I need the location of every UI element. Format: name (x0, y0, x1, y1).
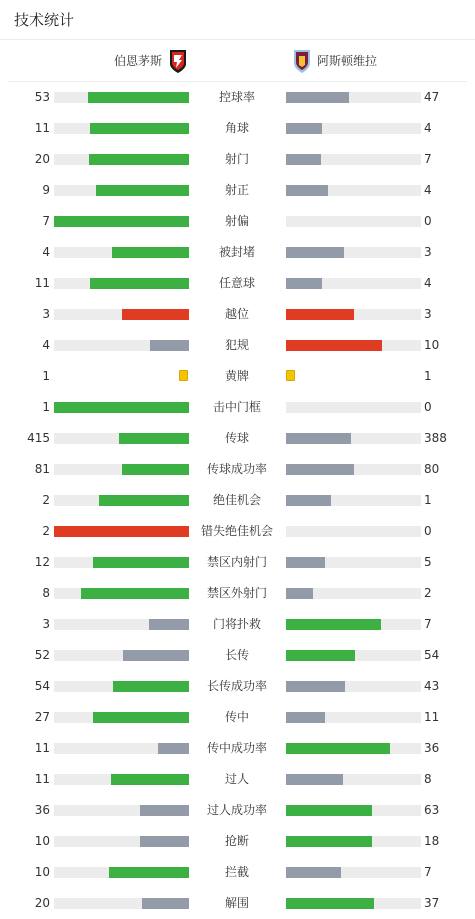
away-value: 3 (424, 307, 432, 321)
stat-row (0, 82, 475, 113)
away-bar-track (286, 278, 421, 289)
away-team[interactable] (292, 40, 377, 81)
stat-label: 传球成功率 (206, 462, 267, 476)
home-bar-track (54, 867, 189, 878)
away-bar-fill (286, 278, 322, 289)
stat-label: 绝佳机会 (212, 493, 261, 507)
away-bar-fill (286, 836, 372, 847)
home-bar-fill (111, 774, 189, 785)
stat-label: 传中成功率 (206, 741, 267, 755)
stat-row (0, 702, 475, 733)
home-value: 415 (27, 431, 50, 445)
home-value: 36 (34, 803, 50, 817)
stat-row (0, 206, 475, 237)
stat-row (0, 175, 475, 206)
away-team-name: 阿斯顿维拉 (317, 54, 378, 68)
home-value: 11 (34, 772, 50, 786)
stat-row (0, 144, 475, 175)
stat-label: 黄牌 (224, 369, 249, 383)
stat-row (0, 671, 475, 702)
away-bar-track (286, 681, 421, 692)
away-bar-fill (286, 650, 355, 661)
stat-label: 角球 (224, 121, 249, 135)
away-bar-track (286, 619, 421, 630)
stat-label: 过人 (224, 772, 249, 786)
home-bar-track (54, 92, 189, 103)
stat-label: 错失绝佳机会 (200, 524, 273, 538)
stat-row (0, 237, 475, 268)
stat-label: 越位 (224, 307, 249, 321)
away-bar-fill (286, 867, 341, 878)
home-bar-fill (119, 433, 189, 444)
home-bar-fill (109, 867, 189, 878)
home-bar-fill (149, 619, 190, 630)
away-bar-fill (286, 464, 354, 475)
stat-row (0, 857, 475, 888)
stat-row (0, 454, 475, 485)
home-bar-fill (54, 402, 189, 413)
home-bar-fill (99, 495, 189, 506)
home-value: 4 (42, 245, 50, 259)
away-bar-track (286, 402, 421, 413)
away-bar-track (286, 774, 421, 785)
away-bar-track (286, 92, 421, 103)
stat-row (0, 547, 475, 578)
away-bar-fill (286, 247, 344, 258)
stat-label: 禁区外射门 (206, 586, 267, 600)
home-bar-track (54, 154, 189, 165)
away-value: 1 (424, 369, 432, 383)
away-bar-track (286, 185, 421, 196)
home-bar-track (54, 774, 189, 785)
away-bar-fill (286, 619, 381, 630)
home-bar-track (54, 278, 189, 289)
home-bar-track (54, 464, 189, 475)
stat-row (0, 826, 475, 857)
away-value: 7 (424, 152, 432, 166)
away-bar-track (286, 650, 421, 661)
away-value: 0 (424, 214, 432, 228)
stat-label: 射门 (224, 152, 249, 166)
home-bar-fill (140, 836, 189, 847)
home-value: 54 (34, 679, 50, 693)
home-value: 53 (34, 90, 50, 104)
stat-row (0, 113, 475, 144)
away-bar-track (286, 836, 421, 847)
home-value: 3 (42, 307, 50, 321)
stat-label: 传球 (224, 431, 249, 445)
home-bar-track (54, 805, 189, 816)
stat-row (0, 764, 475, 795)
away-bar-track (286, 154, 421, 165)
away-bar-track (286, 805, 421, 816)
away-value: 0 (424, 400, 432, 414)
away-value: 8 (424, 772, 432, 786)
title-bar (0, 0, 475, 40)
away-value: 4 (424, 121, 432, 135)
stat-label: 过人成功率 (206, 803, 267, 817)
home-bar-fill (123, 650, 189, 661)
away-value: 11 (424, 710, 440, 724)
away-bar-fill (286, 588, 313, 599)
home-bar-track (54, 402, 189, 413)
away-bar-fill (286, 340, 382, 351)
away-bar-track (286, 898, 421, 909)
stat-label: 犯规 (224, 338, 249, 352)
away-bar-fill (286, 805, 372, 816)
away-value: 3 (424, 245, 432, 259)
stat-label: 被封堵 (218, 245, 255, 259)
away-bar-fill (286, 557, 325, 568)
away-bar-track (286, 433, 421, 444)
home-bar-track (54, 681, 189, 692)
home-bar-fill (140, 805, 189, 816)
stat-label: 长传 (224, 648, 249, 662)
away-bar-track (286, 495, 421, 506)
away-value: 5 (424, 555, 432, 569)
home-value: 11 (34, 121, 50, 135)
home-bar-track (54, 557, 189, 568)
away-bar-fill (286, 774, 343, 785)
stat-label: 控球率 (218, 90, 255, 104)
away-bar-fill (286, 123, 322, 134)
home-bar-track (54, 898, 189, 909)
stat-label: 禁区内射门 (206, 555, 267, 569)
home-bar-fill (93, 712, 189, 723)
home-team-name: 伯恩茅斯 (113, 54, 162, 68)
home-bar-track (54, 216, 189, 227)
home-bar-track (54, 433, 189, 444)
stat-label: 解围 (224, 896, 249, 910)
home-bar-fill (113, 681, 189, 692)
away-value: 2 (424, 586, 432, 600)
home-value: 52 (34, 648, 50, 662)
stats-list (0, 82, 475, 919)
home-bar-fill (90, 123, 189, 134)
home-bar-fill (122, 309, 190, 320)
home-bar-fill (96, 185, 189, 196)
away-bar-track (286, 247, 421, 258)
home-bar-fill (54, 216, 189, 227)
home-value: 12 (34, 555, 50, 569)
home-bar-track (54, 495, 189, 506)
away-bar-fill (286, 433, 351, 444)
away-value: 4 (424, 276, 432, 290)
home-bar-track (54, 588, 189, 599)
home-value: 10 (34, 865, 50, 879)
aston-villa-crest-icon (292, 48, 312, 74)
away-bar-fill (286, 898, 374, 909)
stat-label: 拦截 (224, 865, 249, 879)
home-bar-fill (150, 340, 189, 351)
away-bar-track (286, 526, 421, 537)
away-bar-fill (286, 92, 349, 103)
away-bar-track (286, 123, 421, 134)
home-bar-fill (122, 464, 190, 475)
home-bar-fill (142, 898, 189, 909)
home-bar-track (54, 247, 189, 258)
away-value: 7 (424, 617, 432, 631)
away-value: 0 (424, 524, 432, 538)
stat-label: 击中门框 (212, 400, 261, 414)
home-bar-fill (54, 526, 189, 537)
page-title: 技术统计 (14, 11, 75, 29)
away-bar-fill (286, 309, 354, 320)
away-value: 4 (424, 183, 432, 197)
home-value: 7 (42, 214, 50, 228)
away-bar-fill (286, 712, 325, 723)
stat-row (0, 888, 475, 919)
away-bar-fill (286, 185, 328, 196)
stat-row (0, 268, 475, 299)
home-bar-fill (88, 92, 189, 103)
stat-label: 传中 (224, 710, 249, 724)
away-bar-track (286, 743, 421, 754)
away-bar-track (286, 557, 421, 568)
stat-row (0, 423, 475, 454)
home-bar-track (54, 340, 189, 351)
home-value: 1 (42, 400, 50, 414)
away-value: 388 (424, 431, 447, 445)
stat-label: 射正 (224, 183, 249, 197)
home-value: 27 (34, 710, 50, 724)
home-bar-fill (158, 743, 189, 754)
stat-label: 射偏 (224, 214, 249, 228)
home-value: 9 (42, 183, 50, 197)
away-bar-track (286, 309, 421, 320)
home-value: 4 (42, 338, 50, 352)
home-value: 11 (34, 276, 50, 290)
bournemouth-crest-icon (168, 48, 188, 74)
teams-header (8, 40, 467, 82)
home-bar-track (54, 185, 189, 196)
home-bar-track (54, 526, 189, 537)
stat-row (0, 640, 475, 671)
home-bar-track (54, 619, 189, 630)
away-value: 37 (424, 896, 440, 910)
home-bar-fill (89, 154, 189, 165)
away-value: 7 (424, 865, 432, 879)
home-value: 3 (42, 617, 50, 631)
away-yellow-card-icon (286, 370, 295, 381)
stat-label: 门将扑救 (212, 617, 261, 631)
home-bar-fill (112, 247, 189, 258)
stat-row (0, 795, 475, 826)
stat-row (0, 609, 475, 640)
stat-row (0, 485, 475, 516)
away-value: 80 (424, 462, 440, 476)
home-yellow-card-icon (179, 370, 188, 381)
home-bar-track (54, 836, 189, 847)
away-bar-track (286, 216, 421, 227)
home-bar-track (54, 650, 189, 661)
stat-label: 抢断 (224, 834, 249, 848)
home-value: 81 (34, 462, 50, 476)
away-bar-track (286, 464, 421, 475)
home-bar-fill (93, 557, 189, 568)
home-value: 2 (42, 493, 50, 507)
home-value: 10 (34, 834, 50, 848)
stat-row (0, 733, 475, 764)
away-bar-track (286, 340, 421, 351)
away-bar-fill (286, 154, 321, 165)
home-value: 1 (42, 369, 50, 383)
home-bar-fill (81, 588, 189, 599)
away-value: 18 (424, 834, 440, 848)
away-value: 10 (424, 338, 440, 352)
away-bar-fill (286, 495, 331, 506)
away-value: 63 (424, 803, 440, 817)
stat-row (0, 516, 475, 547)
home-bar-track (54, 123, 189, 134)
home-bar-fill (90, 278, 189, 289)
away-bar-track (286, 712, 421, 723)
home-value: 20 (34, 896, 50, 910)
stat-label: 任意球 (218, 276, 255, 290)
away-bar-fill (286, 681, 345, 692)
home-bar-track (54, 309, 189, 320)
stat-row (0, 361, 475, 392)
stat-row (0, 299, 475, 330)
away-value: 1 (424, 493, 432, 507)
home-team[interactable] (114, 40, 188, 81)
away-bar-fill (286, 743, 390, 754)
stat-row (0, 578, 475, 609)
away-value: 47 (424, 90, 440, 104)
home-value: 2 (42, 524, 50, 538)
home-value: 20 (34, 152, 50, 166)
away-value: 54 (424, 648, 440, 662)
away-value: 36 (424, 741, 440, 755)
away-value: 43 (424, 679, 440, 693)
home-bar-track (54, 712, 189, 723)
home-bar-track (54, 743, 189, 754)
stat-row (0, 330, 475, 361)
stat-label: 长传成功率 (206, 679, 267, 693)
away-bar-track (286, 588, 421, 599)
stat-row (0, 392, 475, 423)
away-bar-track (286, 867, 421, 878)
home-value: 8 (42, 586, 50, 600)
home-value: 11 (34, 741, 50, 755)
